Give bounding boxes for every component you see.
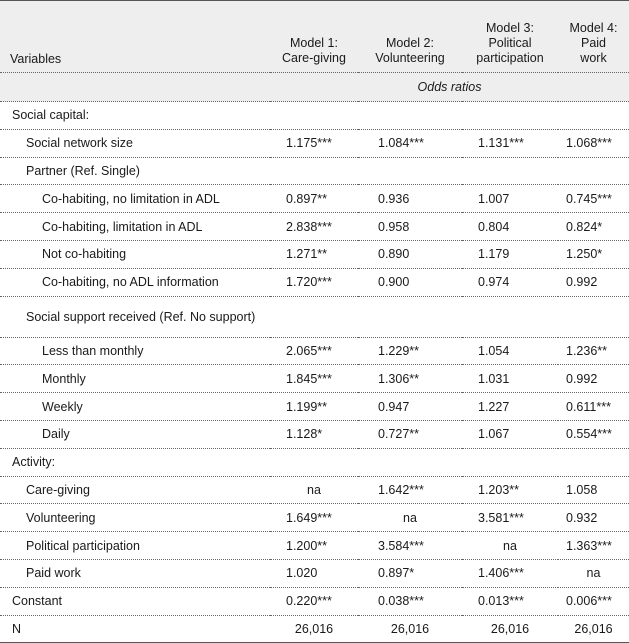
cell-model-3: 0.804 [462, 213, 558, 241]
row-label: Partner (Ref. Single) [0, 157, 270, 185]
table-row [0, 296, 629, 337]
cell-model-3 [462, 102, 558, 130]
cell-model-2: 1.306** [358, 365, 462, 393]
cell-model-4: 0.745*** [558, 185, 629, 213]
table-row [0, 532, 629, 560]
cell-model-4: 1.250* [558, 240, 629, 268]
cell-model-3: 1.227 [462, 393, 558, 421]
row-label: Care-giving [0, 476, 270, 504]
cell-model-1: 0.897** [270, 185, 358, 213]
cell-model-2: 0.947 [358, 393, 462, 421]
cell-model-4: 1.068*** [558, 129, 629, 157]
header-variables: Variables [0, 1, 270, 73]
row-label: Monthly [0, 365, 270, 393]
cell-model-4 [558, 296, 629, 337]
cell-model-4 [558, 448, 629, 476]
cell-model-4: 1.236** [558, 337, 629, 365]
cell-model-2: 1.229** [358, 337, 462, 365]
cell-model-4: na [558, 559, 629, 587]
cell-model-2: 0.890 [358, 240, 462, 268]
cell-model-3 [462, 448, 558, 476]
cell-model-4: 0.824* [558, 213, 629, 241]
cell-model-3: 3.581*** [462, 504, 558, 532]
cell-model-3: 0.013*** [462, 587, 558, 615]
table-body [0, 102, 629, 643]
cell-model-3: 26,016 [462, 615, 558, 643]
cell-model-1: 26,016 [270, 615, 358, 643]
cell-model-1: 1.175*** [270, 129, 358, 157]
row-label: Daily [0, 420, 270, 448]
header-model-2: Model 2: Volunteering [358, 1, 462, 73]
row-label: Paid work [0, 559, 270, 587]
table-row [0, 213, 629, 241]
cell-model-4 [558, 157, 629, 185]
cell-model-1: 1.649*** [270, 504, 358, 532]
row-label: N [0, 615, 270, 643]
table-row [0, 240, 629, 268]
cell-model-2 [358, 102, 462, 130]
table-row [0, 365, 629, 393]
cell-model-3 [462, 296, 558, 337]
cell-model-4: 0.611*** [558, 393, 629, 421]
cell-model-1: 2.065*** [270, 337, 358, 365]
row-label: Volunteering [0, 504, 270, 532]
cell-model-2: 0.936 [358, 185, 462, 213]
cell-model-3: 1.203** [462, 476, 558, 504]
cell-model-1 [270, 157, 358, 185]
table-row [0, 157, 629, 185]
cell-model-4: 1.058 [558, 476, 629, 504]
cell-model-3: 0.974 [462, 268, 558, 296]
cell-model-3: 1.007 [462, 185, 558, 213]
row-label: Co-habiting, no limitation in ADL [0, 185, 270, 213]
row-label: Less than monthly [0, 337, 270, 365]
row-label: Constant [0, 587, 270, 615]
table-header-row [0, 1, 629, 73]
table-row [0, 337, 629, 365]
table-row [0, 559, 629, 587]
cell-model-3: 1.067 [462, 420, 558, 448]
cell-model-2: 0.727** [358, 420, 462, 448]
cell-model-2: 0.897* [358, 559, 462, 587]
row-label: Co-habiting, no ADL information [0, 268, 270, 296]
cell-model-2 [358, 296, 462, 337]
cell-model-3: 1.179 [462, 240, 558, 268]
cell-model-4: 0.006*** [558, 587, 629, 615]
cell-model-4: 26,016 [558, 615, 629, 643]
cell-model-3: 1.406*** [462, 559, 558, 587]
cell-model-1: 1.845*** [270, 365, 358, 393]
row-label: Social capital: [0, 102, 270, 130]
cell-model-4: 0.992 [558, 268, 629, 296]
table-row [0, 504, 629, 532]
cell-model-1: 1.200** [270, 532, 358, 560]
cell-model-2: 3.584*** [358, 532, 462, 560]
odds-ratios-label: Odds ratios [270, 73, 629, 102]
cell-model-2: 0.900 [358, 268, 462, 296]
cell-model-3: 1.131*** [462, 129, 558, 157]
cell-model-1: na [270, 476, 358, 504]
cell-model-2 [358, 157, 462, 185]
cell-model-2: 0.038*** [358, 587, 462, 615]
table-row [0, 129, 629, 157]
cell-model-2: 0.958 [358, 213, 462, 241]
cell-model-2: 1.084*** [358, 129, 462, 157]
cell-model-1: 1.128* [270, 420, 358, 448]
row-label: Activity: [0, 448, 270, 476]
row-label: Social support received (Ref. No support) [0, 296, 270, 337]
table-row [0, 185, 629, 213]
table-row [0, 448, 629, 476]
odds-ratios-row [0, 73, 629, 102]
cell-model-3 [462, 157, 558, 185]
cell-model-1: 1.271** [270, 240, 358, 268]
cell-model-1: 1.020 [270, 559, 358, 587]
table-row [0, 393, 629, 421]
row-label: Political participation [0, 532, 270, 560]
row-label: Not co-habiting [0, 240, 270, 268]
cell-model-1 [270, 448, 358, 476]
cell-model-1 [270, 102, 358, 130]
table-row [0, 587, 629, 615]
cell-model-2: 26,016 [358, 615, 462, 643]
cell-model-4: 1.363*** [558, 532, 629, 560]
table-row [0, 420, 629, 448]
cell-model-1: 1.720*** [270, 268, 358, 296]
table-row [0, 268, 629, 296]
cell-model-1: 1.199** [270, 393, 358, 421]
cell-model-1: 2.838*** [270, 213, 358, 241]
cell-model-1 [270, 296, 358, 337]
header-model-4: Model 4: Paid work [558, 1, 629, 73]
cell-model-2 [358, 448, 462, 476]
cell-model-3: 1.031 [462, 365, 558, 393]
cell-model-3: 1.054 [462, 337, 558, 365]
row-label: Social network size [0, 129, 270, 157]
row-label: Weekly [0, 393, 270, 421]
header-model-1: Model 1: Care-giving [270, 1, 358, 73]
cell-model-4 [558, 102, 629, 130]
header-model-3: Model 3: Political participation [462, 1, 558, 73]
table-row [0, 615, 629, 643]
row-label: Co-habiting, limitation in ADL [0, 213, 270, 241]
cell-model-2: 1.642*** [358, 476, 462, 504]
table-row [0, 102, 629, 130]
cell-model-3: na [462, 532, 558, 560]
cell-model-4: 0.554*** [558, 420, 629, 448]
table-row [0, 476, 629, 504]
cell-model-4: 0.932 [558, 504, 629, 532]
cell-model-1: 0.220*** [270, 587, 358, 615]
cell-model-4: 0.992 [558, 365, 629, 393]
cell-model-2: na [358, 504, 462, 532]
